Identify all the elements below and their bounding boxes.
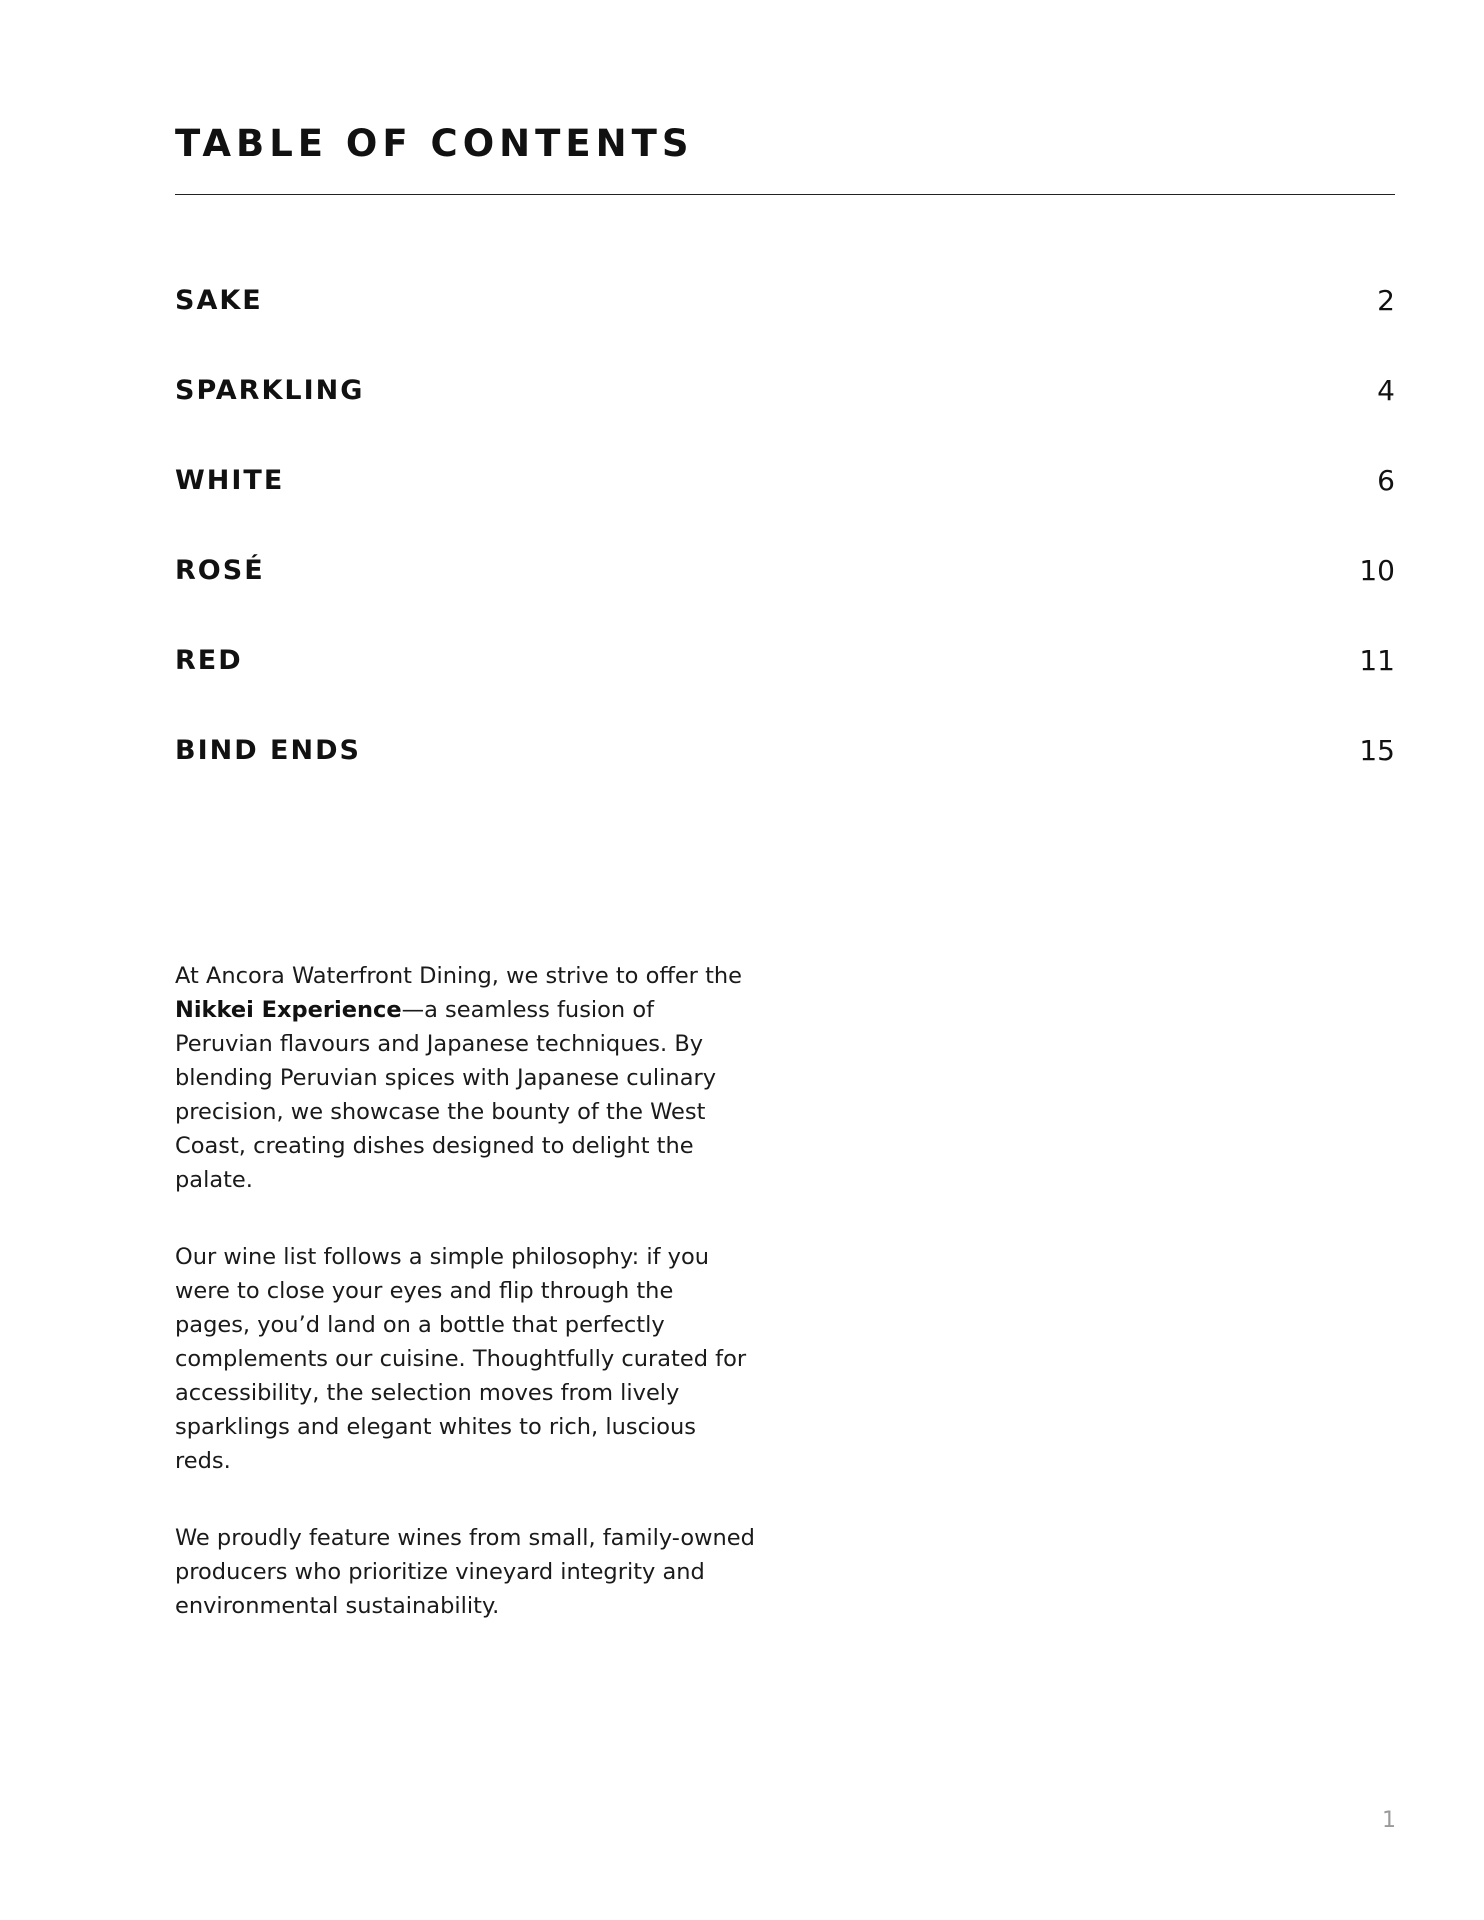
toc-entry-page-number: 11 bbox=[1359, 643, 1395, 677]
toc-entry-sake[interactable] bbox=[175, 255, 1395, 345]
toc-entry-label: BIND ENDS bbox=[175, 734, 361, 766]
toc-entry-bind-ends[interactable] bbox=[175, 705, 1395, 795]
toc-entry-label: ROSÉ bbox=[175, 554, 265, 586]
toc-entry-page-number: 4 bbox=[1377, 373, 1395, 407]
toc-entry-red[interactable] bbox=[175, 615, 1395, 705]
intro-paragraph-2: Our wine list follows a simple philosophy: if you were to close your eyes and flip through the pages, you’d land on a bottle that perfectly complements our cuisine. Thoughtfully curated for accessibility, the selection moves from lively sparklings and elegant whites to rich, luscious reds. bbox=[175, 1244, 747, 1474]
page-number: 1 bbox=[1382, 1808, 1396, 1833]
toc-entry-label: SAKE bbox=[175, 284, 263, 316]
toc-entry-rose[interactable] bbox=[175, 525, 1395, 615]
toc-entry-page-number: 6 bbox=[1377, 463, 1395, 497]
toc-entry-label: WHITE bbox=[175, 464, 285, 496]
toc-list bbox=[175, 255, 1395, 795]
toc-entry-page-number: 10 bbox=[1359, 553, 1395, 587]
intro-paragraph-1-start: At Ancora Waterfront Dining, we strive to offer the bbox=[175, 963, 743, 989]
toc-entry-white[interactable] bbox=[175, 435, 1395, 525]
toc-entry-page-number: 15 bbox=[1359, 733, 1395, 767]
nikkei-experience-emphasis: Nikkei Experience bbox=[175, 997, 402, 1023]
toc-entry-sparkling[interactable] bbox=[175, 345, 1395, 435]
toc-entry-label: RED bbox=[175, 644, 243, 676]
title-divider bbox=[175, 194, 1395, 195]
toc-entry-page-number: 2 bbox=[1377, 283, 1395, 317]
intro-paragraph-3: We proudly feature wines from small, family-owned producers who prioritize vineyard integrity and environmental sustainability. bbox=[175, 1525, 755, 1619]
intro-paragraph-1-end: —a seamless fusion of Peruvian flavours and Japanese techniques. By blending Peruvian spices with Japanese culinary precision, we showcase the bounty of the West Coast, creating dishes designed to delight the palate. bbox=[175, 997, 717, 1193]
intro-paragraph-1 bbox=[175, 959, 755, 1197]
toc-entry-label: SPARKLING bbox=[175, 374, 365, 406]
toc-title: TABLE OF CONTENTS bbox=[175, 122, 694, 165]
intro-text bbox=[175, 959, 755, 1666]
